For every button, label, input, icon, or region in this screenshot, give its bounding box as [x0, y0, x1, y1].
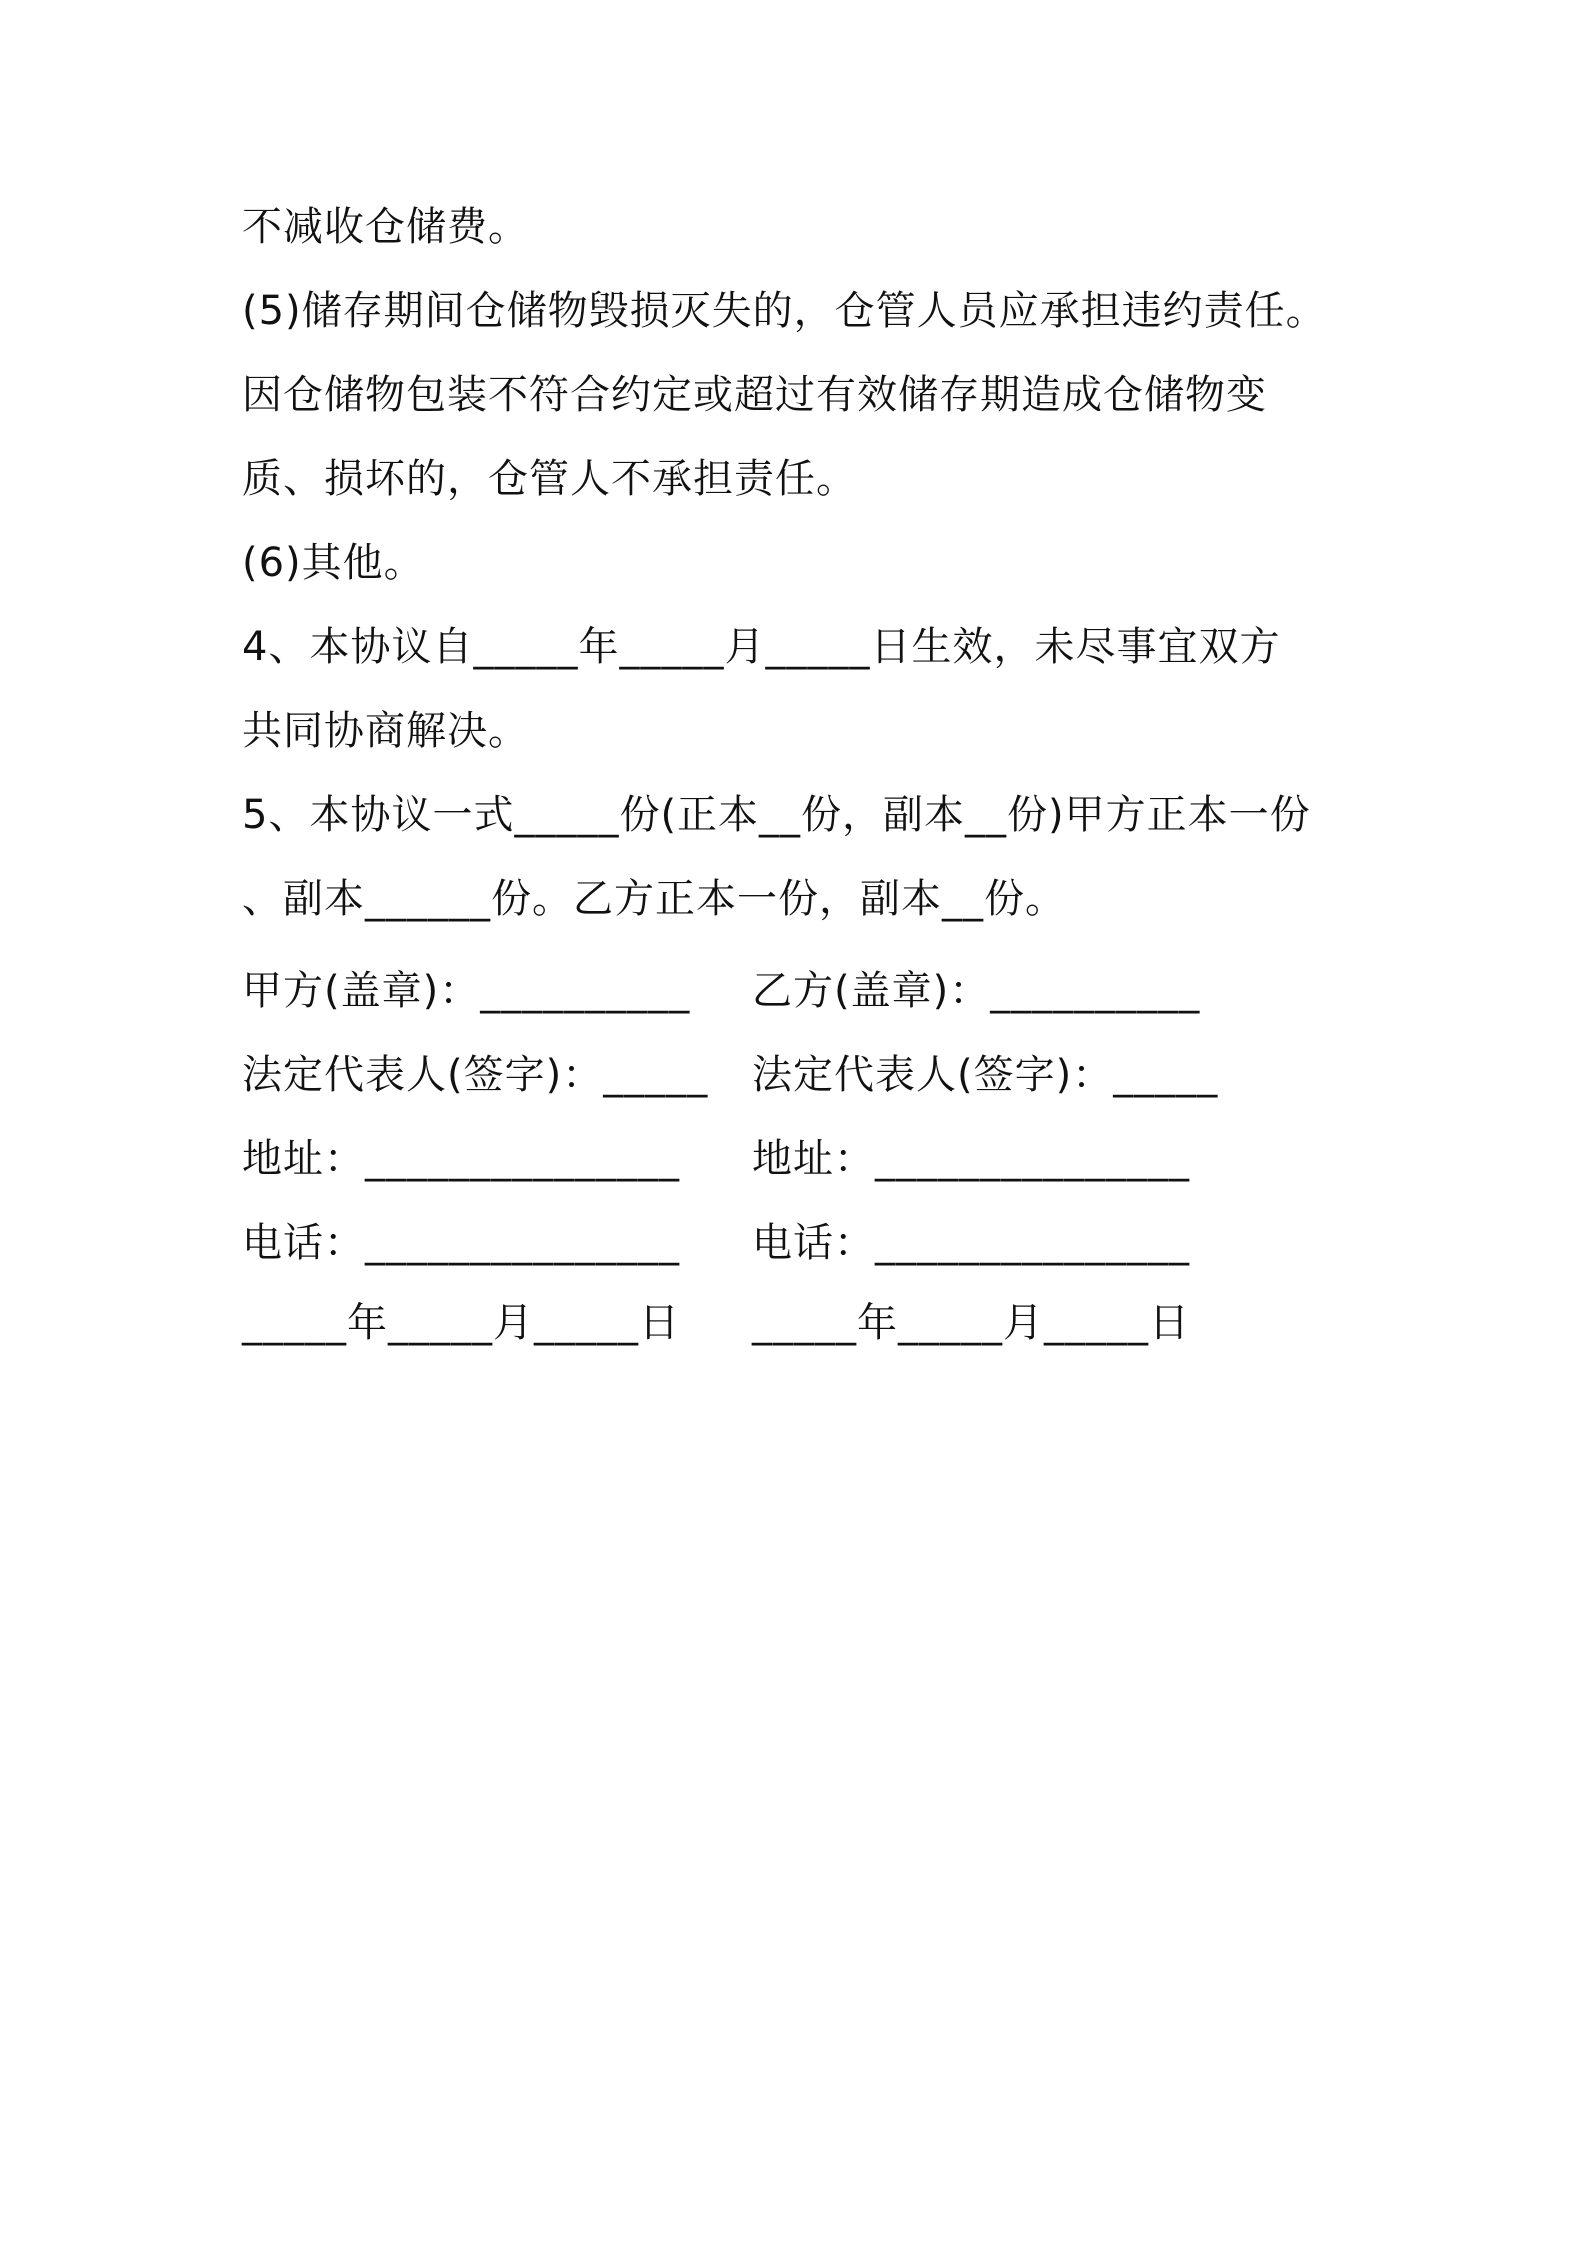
- party-a-address: 地址：_______________: [242, 1136, 680, 1182]
- party-b-date: _____年_____月_____日: [752, 1300, 1190, 1346]
- body-line-3: 因仓储物包装不符合约定或超过有效储存期造成仓储物变: [242, 372, 1267, 418]
- body-line-7: 共同协商解决。: [242, 708, 529, 754]
- body-line-9: 、副本______份。乙方正本一份，副本__份。: [242, 876, 1066, 922]
- party-a-seal: 甲方(盖章)：__________: [242, 968, 691, 1014]
- body-line-8: 5、本协议一式_____份(正本__份，副本__份)甲方正本一份: [242, 792, 1311, 838]
- body-line-4: 质、损坏的，仓管人不承担责任。: [242, 456, 857, 502]
- party-b-phone: 电话：_______________: [752, 1220, 1190, 1266]
- body-line-2: (5)储存期间仓储物毁损灭失的，仓管人员应承担违约责任。: [242, 288, 1327, 334]
- party-a-representative: 法定代表人(签字)：_____: [242, 1052, 709, 1098]
- body-line-5: (6)其他。: [242, 540, 425, 586]
- body-line-6: 4、本协议自_____年_____月_____日生效，未尽事宜双方: [242, 624, 1281, 670]
- party-a-date: _____年_____月_____日: [242, 1300, 680, 1346]
- party-b-address: 地址：_______________: [752, 1136, 1190, 1182]
- party-a-phone: 电话：_______________: [242, 1220, 680, 1266]
- party-b-seal: 乙方(盖章)：__________: [752, 968, 1201, 1014]
- party-b-representative: 法定代表人(签字)：_____: [752, 1052, 1219, 1098]
- body-line-1: 不减收仓储费。: [242, 204, 529, 250]
